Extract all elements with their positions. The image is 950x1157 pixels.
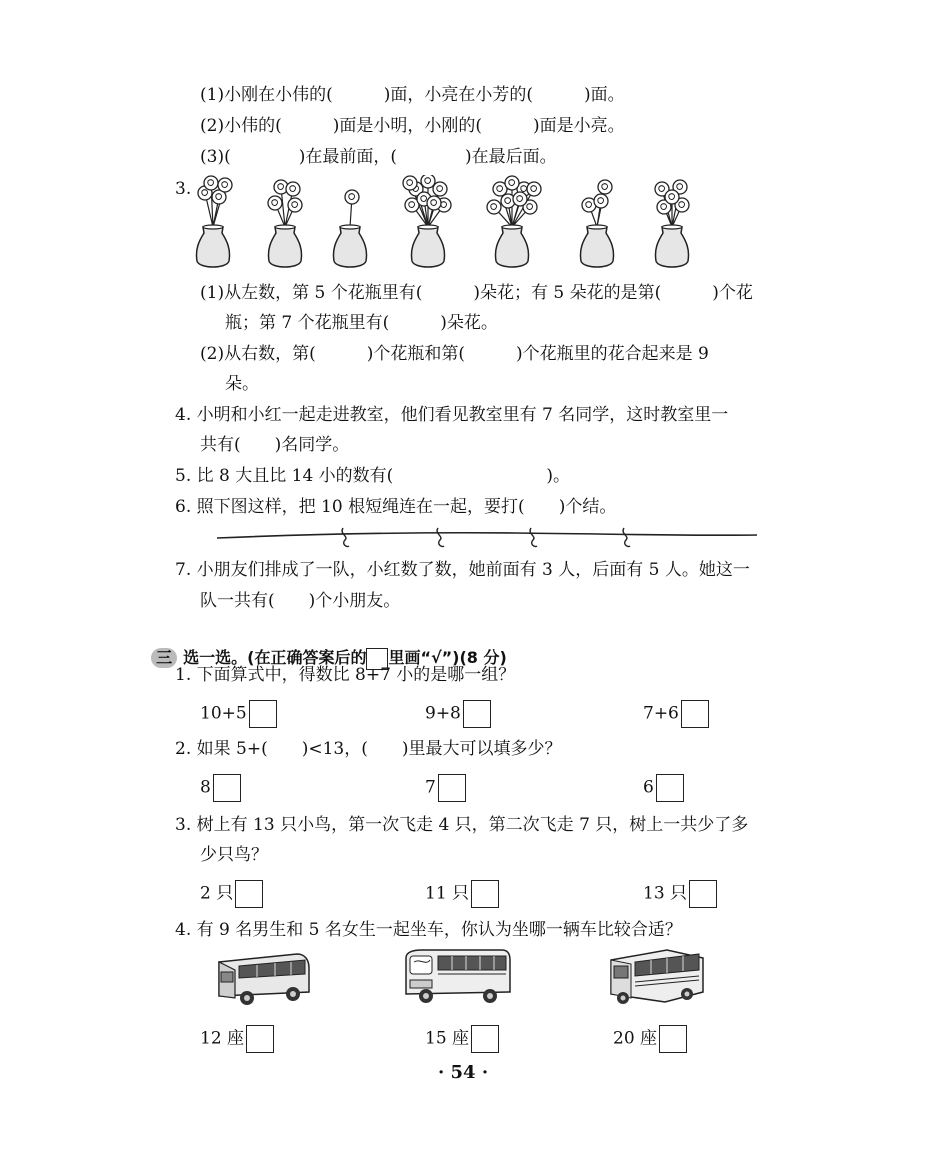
mc-q4-option-b: 15 座	[425, 1025, 499, 1053]
vase-3	[333, 190, 366, 267]
mc-q2-option-c: 6	[643, 774, 684, 802]
mc-q3-option-c: 13 只	[643, 880, 717, 908]
vase-6	[580, 180, 613, 267]
mc-q3-option-a: 2 只	[200, 880, 263, 908]
mc-q3-option-b: 11 只	[425, 880, 499, 908]
answer-checkbox[interactable]	[681, 700, 709, 728]
page-number: · 54 ·	[438, 1062, 489, 1083]
vase-5	[487, 176, 541, 267]
mc-q3-line-a: 3. 树上有 13 只小鸟，第一次飞走 4 只，第二次飞走 7 只，树上一共少了多	[175, 815, 749, 835]
rope-knots-illustration	[215, 522, 760, 552]
q2-3-text: (3)( )在最前面，( )在最后面。	[200, 147, 557, 167]
vase-1	[196, 176, 232, 267]
answer-checkbox[interactable]	[659, 1025, 687, 1053]
mc-q2-option-b: 7	[425, 774, 466, 802]
mc-q1-text: 1. 下面算式中，得数比 8+7 小的是哪一组？	[175, 665, 516, 685]
answer-checkbox[interactable]	[235, 880, 263, 908]
q4-line-a: 4. 小明和小红一起走进教室，他们看见教室里有 7 名同学，这时教室里一	[175, 405, 729, 425]
q2-1-text: (1)小刚在小伟的( )面，小亮在小芳的( )面。	[200, 85, 625, 105]
q5-text: 5. 比 8 大且比 14 小的数有( )。	[175, 466, 570, 486]
mc-q1-option-b: 9+8	[425, 700, 491, 728]
mc-q3-line-b: 少只鸟？	[200, 845, 268, 865]
q3-number: 3.	[175, 179, 192, 199]
q6-text: 6. 照下图这样，把 10 根短绳连在一起，要打( )个结。	[175, 497, 617, 517]
vase-4	[403, 175, 451, 267]
mc-q2-text: 2. 如果 5+( )<13，( )里最大可以填多少？	[175, 739, 562, 759]
q3-1-line-a: (1)从左数，第 5 个花瓶里有( )朵花；有 5 朵花的是第( )个花	[200, 283, 753, 303]
bus-small-illustration	[213, 948, 313, 1010]
section-3-header	[140, 625, 507, 670]
answer-checkbox[interactable]	[656, 774, 684, 802]
answer-checkbox[interactable]	[213, 774, 241, 802]
q3-2-line-a: (2)从右数，第( )个花瓶和第( )个花瓶里的花合起来是 9	[200, 344, 709, 364]
answer-checkbox[interactable]	[463, 700, 491, 728]
answer-checkbox[interactable]	[438, 774, 466, 802]
vase-7	[655, 180, 689, 267]
mc-q1-option-a: 10+5	[200, 700, 277, 728]
mc-q4-option-c: 20 座	[613, 1025, 687, 1053]
flower-vases-illustration	[185, 175, 725, 275]
bus-medium-illustration	[402, 946, 514, 1010]
answer-checkbox[interactable]	[471, 880, 499, 908]
section-badge: 三	[151, 648, 177, 668]
mc-q1-option-c: 7+6	[643, 700, 709, 728]
q4-line-b: 共有( )名同学。	[200, 435, 350, 455]
q7-line-b: 队一共有( )个小朋友。	[200, 591, 401, 611]
q2-2-text: (2)小伟的( )面是小明，小刚的( )面是小亮。	[200, 116, 625, 136]
q7-line-a: 7. 小朋友们排成了一队，小红数了数，她前面有 3 人，后面有 5 人。她这一	[175, 560, 750, 580]
section-title-post: 里画“√”)(8 分)	[388, 648, 507, 667]
answer-checkbox[interactable]	[246, 1025, 274, 1053]
answer-checkbox[interactable]	[689, 880, 717, 908]
q3-1-line-b: 瓶；第 7 个花瓶里有( )朵花。	[225, 313, 498, 333]
vase-2	[268, 180, 302, 267]
mc-q4-option-a: 12 座	[200, 1025, 274, 1053]
q3-2-line-b: 朵。	[225, 374, 259, 394]
answer-checkbox[interactable]	[249, 700, 277, 728]
section-title-pre: 选一选。(在正确答案后的	[183, 648, 367, 667]
answer-checkbox[interactable]	[471, 1025, 499, 1053]
mc-q2-option-a: 8	[200, 774, 241, 802]
mc-q4-text: 4. 有 9 名男生和 5 名女生一起坐车，你认为坐哪一辆车比较合适？	[175, 920, 682, 940]
bus-large-illustration	[607, 946, 707, 1010]
